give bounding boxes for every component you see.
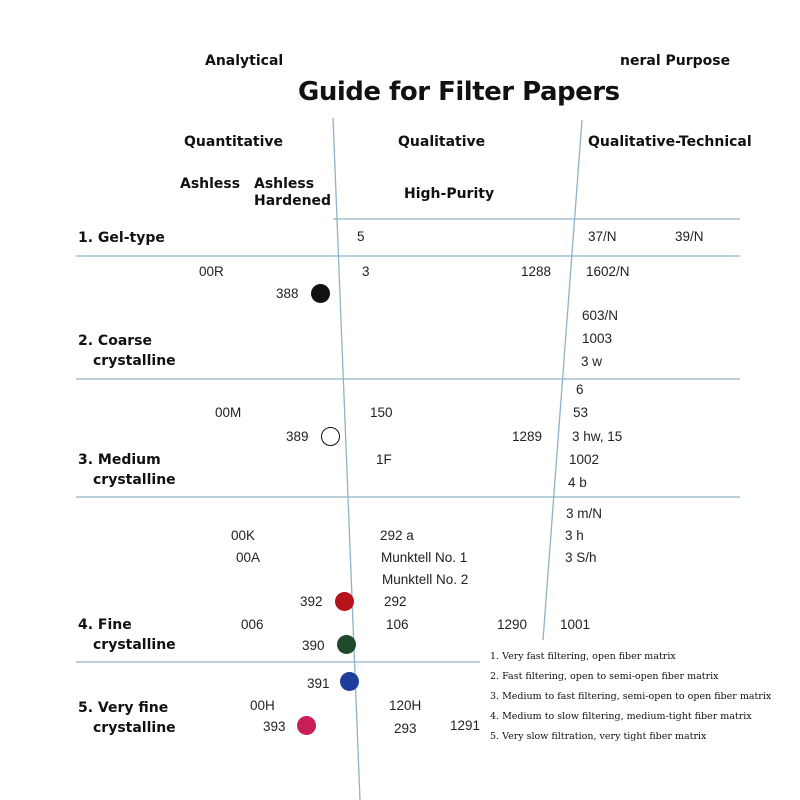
value-munktell-1: Munktell No. 1 (381, 550, 468, 565)
header-high-purity: High-Purity (404, 186, 495, 202)
category-very-fine-line1: 5. Very fine (78, 700, 169, 716)
value-389: 389 (286, 429, 309, 444)
value-293: 293 (394, 721, 417, 736)
red-dot-icon (335, 592, 354, 611)
header-ashless-hardened-line2: Hardened (254, 193, 332, 209)
header-analytical: Analytical (205, 53, 284, 69)
value-150: 150 (370, 405, 393, 420)
value-3-h: 3 h (565, 528, 584, 543)
value-00m: 00M (215, 405, 242, 420)
category-coarse-line1: 2. Coarse (78, 333, 153, 349)
category-very-fine-line2: crystalline (93, 720, 176, 736)
value-1001: 1001 (560, 617, 591, 632)
value-292: 292 (384, 594, 407, 609)
value-1291: 1291 (450, 718, 481, 733)
category-fine-line2: crystalline (93, 637, 176, 653)
page-title: Guide for Filter Papers (298, 77, 620, 107)
value-6: 6 (576, 382, 584, 397)
value-120h: 120H (389, 698, 422, 713)
divider-left (333, 118, 360, 800)
value-603-n: 603/N (582, 308, 619, 323)
white-dot-icon (321, 427, 340, 446)
value-292-a: 292 a (380, 528, 414, 543)
category-fine-line1: 4. Fine (78, 617, 132, 633)
value-00a: 00A (236, 550, 261, 565)
value-1289: 1289 (512, 429, 543, 444)
value-1f: 1F (376, 452, 392, 467)
value-3-s-h: 3 S/h (565, 550, 597, 565)
value-1288: 1288 (521, 264, 552, 279)
value-munktell-2: Munktell No. 2 (382, 572, 469, 587)
black-dot-icon (311, 284, 330, 303)
value-53: 53 (573, 405, 589, 420)
value-37-n: 37/N (588, 229, 617, 244)
value-1602-n: 1602/N (586, 264, 630, 279)
value-3: 3 (362, 264, 370, 279)
category-coarse-line2: crystalline (93, 353, 176, 369)
value-3-m-n: 3 m/N (566, 506, 603, 521)
green-dot-icon (337, 635, 356, 654)
value-1002: 1002 (569, 452, 600, 467)
header-general-purpose: neral Purpose (620, 53, 731, 69)
value-106: 106 (386, 617, 409, 632)
value-392: 392 (300, 594, 323, 609)
blue-dot-icon (340, 672, 359, 691)
category-medium-line2: crystalline (93, 472, 176, 488)
value-3-w: 3 w (581, 354, 603, 369)
value-00h: 00H (250, 698, 275, 713)
value-1290: 1290 (497, 617, 528, 632)
legend-item-5: 5. Very slow filtration, very tight fiber matrix (490, 731, 707, 742)
legend-item-2: 2. Fast filtering, open to semi-open fiber matrix (490, 671, 719, 682)
header-qualitative: Qualitative (398, 134, 486, 150)
value-4-b: 4 b (568, 475, 587, 490)
value-39-n: 39/N (675, 229, 704, 244)
legend-item-4: 4. Medium to slow filtering, medium-tight fiber matrix (490, 711, 752, 722)
category-medium-line1: 3. Medium (78, 452, 161, 468)
value-00r: 00R (199, 264, 224, 279)
legend-item-3: 3. Medium to fast filtering, semi-open to open fiber matrix (490, 691, 772, 702)
value-390: 390 (302, 638, 325, 653)
value-5: 5 (357, 229, 365, 244)
value-1003: 1003 (582, 331, 613, 346)
header-qualitative-technical: Qualitative-Technical (588, 134, 752, 150)
pink-dot-icon (297, 716, 316, 735)
value-00k: 00K (231, 528, 256, 543)
value-3-hw-15: 3 hw, 15 (572, 429, 623, 444)
value-391: 391 (307, 676, 330, 691)
value-006: 006 (241, 617, 264, 632)
header-quantitative: Quantitative (184, 134, 284, 150)
category-gel-type: 1. Gel-type (78, 230, 165, 246)
legend-item-1: 1. Very fast filtering, open fiber matrix (490, 651, 676, 662)
value-388: 388 (276, 286, 299, 301)
value-393: 393 (263, 719, 286, 734)
header-ashless: Ashless (180, 176, 241, 192)
header-ashless-hardened-line1: Ashless (254, 176, 315, 192)
